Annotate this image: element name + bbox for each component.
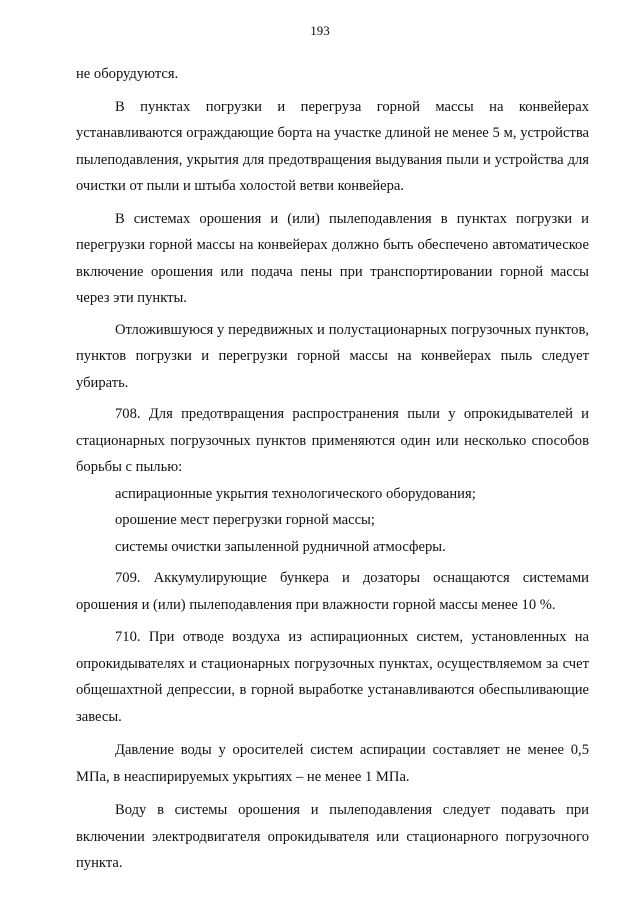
page-number: 193 xyxy=(310,23,330,38)
paragraph-continuation: не оборудуются. xyxy=(76,66,179,82)
paragraph-water-supply: Воду в системы орошения и пылеподавления следует подавать при включении электродвигателя опрокидывателя или стационарного погрузочного пункта. xyxy=(76,802,589,871)
list-item-aspiration-covers: аспирационные укрытия технологического оборудования; xyxy=(115,485,476,502)
paragraph-water-pressure: Давление воды у оросителей систем аспирации составляет не менее 0,5 МПа, в неаспирируемых укрытиях – не менее 1 МПа. xyxy=(76,742,589,785)
body-text xyxy=(76,61,589,877)
paragraph-dust-removal: Отложившуюся у передвижных и полустационарных погрузочных пунктов, пунктов погрузки и перегрузки горной массы на конвейерах пыль следует убирать. xyxy=(76,321,589,391)
paragraph-708: 708. Для предотвращения распространения пыли у опрокидывателей и стационарных погрузочных пунктов применяются один или несколько способов борьбы с пылью: xyxy=(76,406,589,475)
paragraph-irrigation-automatic: В системах орошения и (или) пылеподавления в пунктах погрузки и перегрузки горной массы на конвейерах должно быть обеспечено автоматическое включение орошения или подача пены при транспортировании горной массы через эти пункты. xyxy=(76,210,589,306)
list-item-irrigation: орошение мест перегрузки горной массы; xyxy=(115,512,375,528)
list-item-air-cleaning: системы очистки запыленной рудничной атмосферы. xyxy=(115,538,446,555)
paragraph-709: 709. Аккумулирующие бункера и дозаторы оснащаются системами орошения и (или) пылеподавления при влажности горной массы менее 10 %. xyxy=(76,570,589,613)
paragraph-loading-points-guards: В пунктах погрузки и перегруза горной массы на конвейерах устанавливаются ограждающие борта на участке длиной не менее 5 м, устройства пылеподавления, укрытия для предотвращения выдувания пыли и устройства для очистки от пыли и штыба холостой ветви конвейера. xyxy=(76,98,589,194)
paragraph-710: 710. При отводе воздуха из аспирационных систем, установленных на опрокидывателях и стационарных погрузочных пунктах, осуществляемом за счет общешахтной депрессии, в горной выработке устанавливаются обеспыливающие завесы. xyxy=(76,629,589,725)
